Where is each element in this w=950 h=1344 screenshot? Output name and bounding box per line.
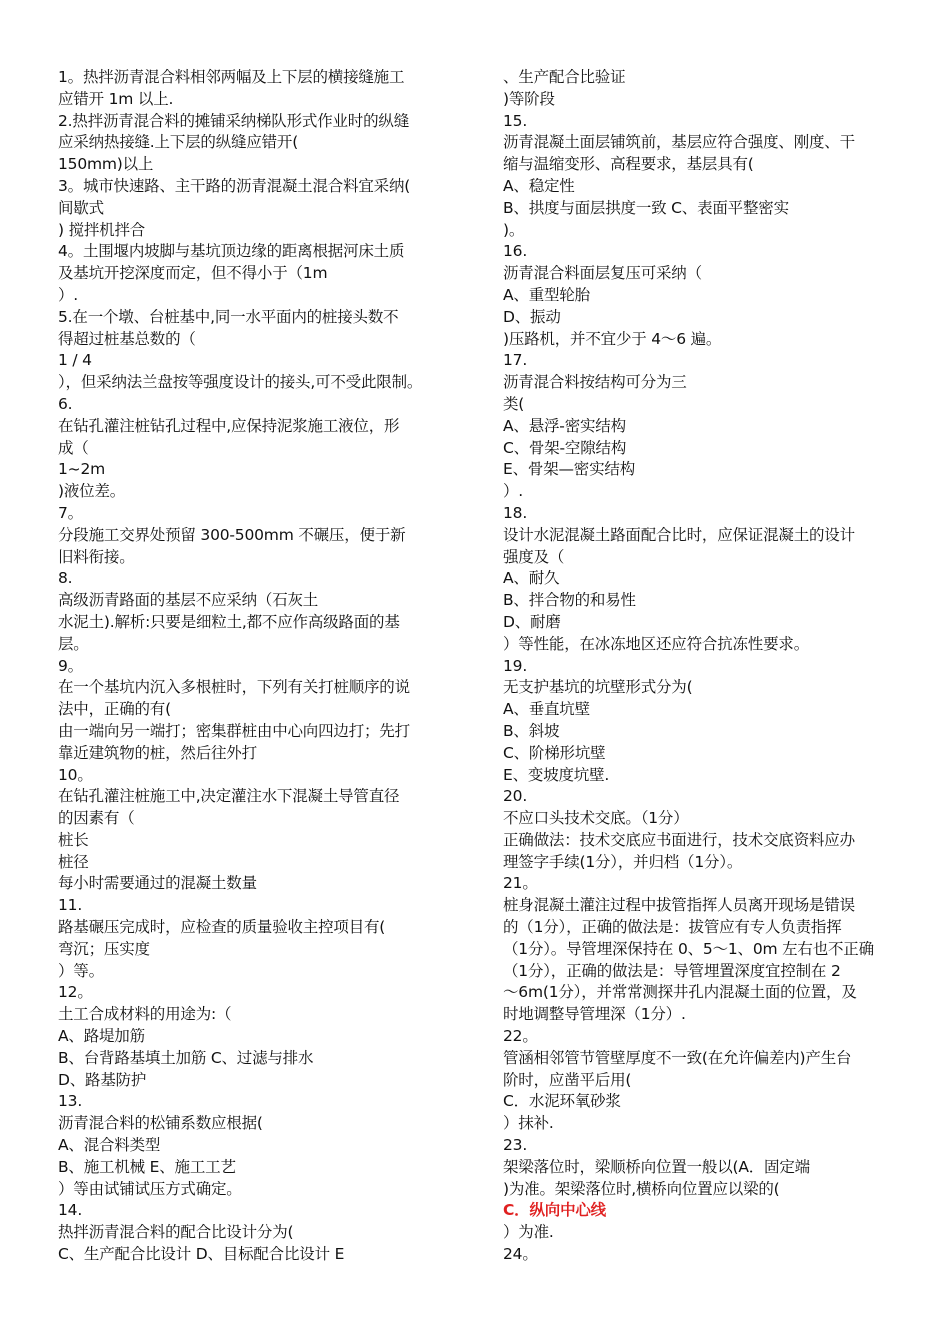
text-line: A、重型轮胎 — [503, 285, 590, 304]
text-line: C、阶梯形坑壁 — [503, 743, 606, 762]
text-line: C、骨架-空隙结构 — [503, 438, 627, 457]
text-line: 13. — [58, 1092, 83, 1111]
text-line: 9。 — [58, 656, 83, 675]
text-line: 强度及（ — [503, 547, 565, 566]
text-line: 的因素有（ — [58, 809, 135, 828]
text-line: 弯沉；压实度 — [58, 939, 150, 958]
text-line: 无支护基坑的坑壁形式分为( — [503, 678, 693, 697]
text-line: B、拌合物的和易性 — [503, 591, 636, 610]
text-line: 21。 — [503, 874, 538, 893]
text-line: E、骨架—密实结构 — [503, 460, 635, 479]
text-line: 桩长 — [58, 830, 89, 849]
text-line: A、垂直坑壁 — [503, 700, 590, 719]
text-line: ) 搅拌机拌合 — [58, 220, 146, 239]
text-line: 10。 — [58, 765, 93, 784]
text-line: C．水泥环氧砂浆 — [503, 1092, 621, 1111]
text-line: E、变坡度坑壁. — [503, 765, 610, 784]
text-line: 20. — [503, 787, 528, 806]
text-line: )等阶段 — [503, 89, 555, 108]
text-line: 及基坑开挖深度而定，但不得小于（1m — [58, 264, 328, 283]
text-line: )。 — [503, 220, 525, 239]
text-line: 23. — [503, 1136, 528, 1155]
text-line: ）等性能，在冰冻地区还应符合抗冻性要求。 — [503, 634, 810, 653]
text-line: ）等由试铺试压方式确定。 — [58, 1179, 242, 1198]
text-line: 1 / 4 — [58, 351, 92, 370]
text-line: 11. — [58, 896, 83, 915]
text-line: A、混合料类型 — [58, 1136, 161, 1155]
text-line: 层。 — [58, 634, 89, 653]
text-line: 分段施工交界处预留 300-500mm 不碾压，便于新 — [58, 525, 406, 544]
text-line: D、耐磨 — [503, 612, 561, 631]
text-line: 靠近建筑物的桩，然后往外打 — [58, 743, 257, 762]
text-line: ）等。 — [58, 961, 104, 980]
text-line: 理签字手续(1分），并归档（1分）。 — [503, 852, 743, 871]
text-line: 在钻孔灌注桩施工中,决定灌注水下混凝土导管直径 — [58, 787, 400, 806]
text-line: 6. — [58, 394, 73, 413]
text-line: )为准。架梁落位时,横桥向位置应以梁的( — [503, 1179, 780, 1198]
text-line: 沥青混凝土面层铺筑前，基层应符合强度、刚度、干 — [503, 133, 855, 152]
text-line: 土工合成材料的用途为:（ — [58, 1005, 232, 1024]
text-line: B、拱度与面层拱度一致 C、表面平整密实 — [503, 198, 789, 217]
text-line: 1。热拌沥青混合料相邻两幅及上下层的横接缝施工 — [58, 68, 405, 86]
text-line: ）. — [58, 285, 79, 304]
text-line: 15. — [503, 111, 528, 130]
text-line: 沥青混合料按结构可分为三 — [503, 373, 687, 392]
text-line: 旧料衔接。 — [58, 547, 135, 566]
text-line: 7。 — [58, 503, 83, 522]
text-line: （1分），正确的做法是：导管埋置深度宜控制在 2 — [503, 961, 841, 980]
text-line: A、路堤加筋 — [58, 1027, 145, 1046]
text-line: B、斜坡 — [503, 721, 560, 740]
text-line: 的（1分），正确的做法是：拔管应有专人负责指挥 — [503, 918, 842, 937]
text-line: 间歇式 — [58, 198, 104, 217]
text-line: 4。土围堰内坡脚与基坑顶边缘的距离根据河床土质 — [58, 242, 405, 261]
text-line: 沥青混合料面层复压可采纳（ — [503, 264, 702, 283]
text-line: A、稳定性 — [503, 176, 575, 195]
text-line: 沥青混合料的松铺系数应根据( — [58, 1114, 263, 1133]
text-line: 缩与温缩变形、高程要求，基层具有( — [503, 155, 754, 174]
text-line: 成（ — [58, 438, 89, 457]
text-line: 5.在一个墩、台桩基中,同一水平面内的桩接头数不 — [58, 307, 399, 326]
left-column — [58, 67, 458, 1266]
text-line: 3。城市快速路、主干路的沥青混凝土混合料宜采纳( — [58, 176, 411, 195]
highlighted-answer: C．纵向中心线 — [503, 1201, 606, 1220]
text-line: ）抹补. — [503, 1114, 554, 1133]
text-line: D、振动 — [503, 307, 561, 326]
text-line: 14. — [58, 1201, 83, 1220]
text-line: 时地调整导管埋深（1分）. — [503, 1005, 686, 1024]
text-line: 1~2m — [58, 460, 106, 479]
text-line: 由一端向另一端打；密集群桩由中心向四边打；先打 — [58, 721, 410, 740]
text-line: 法中，正确的有( — [58, 700, 171, 719]
text-line: 桩径 — [58, 852, 89, 871]
text-line: 18. — [503, 503, 528, 522]
text-line: D、路基防护 — [58, 1070, 147, 1089]
text-line: ～6m(1分），并常常测探井孔内混凝土面的位置，及 — [503, 983, 857, 1002]
text-line: 应错开 1m 以上. — [58, 89, 174, 108]
text-line: 19. — [503, 656, 528, 675]
text-line: 设计水泥混凝土路面配合比时，应保证混凝土的设计 — [503, 525, 855, 544]
text-line: 管涵相邻管节管壁厚度不一致(在允许偏差内)产生台 — [503, 1048, 852, 1067]
text-line: 22。 — [503, 1027, 538, 1046]
text-line: 正确做法：技术交底应书面进行，技术交底资料应办 — [503, 830, 855, 849]
text-line: 类( — [503, 394, 525, 413]
text-line: 水泥土).解析:只要是细粒土,都不应作高级路面的基 — [58, 612, 400, 631]
text-line: 24。 — [503, 1245, 538, 1264]
right-column — [503, 67, 903, 1266]
text-line: 在一个基坑内沉入多根桩时，下列有关打桩顺序的说 — [58, 678, 410, 697]
text-line: 桩身混凝土灌注过程中拔管指挥人员离开现场是错误 — [503, 896, 855, 915]
text-line: ）为准. — [503, 1223, 554, 1242]
text-line: )压路机，并不宜少于 4～6 遍。 — [503, 329, 722, 348]
text-line: ）. — [503, 482, 524, 501]
text-line: 8. — [58, 569, 73, 588]
text-line: 阶时，应凿平后用( — [503, 1070, 632, 1089]
text-line: 热拌沥青混合料的配合比设计分为( — [58, 1223, 294, 1242]
text-line: 12。 — [58, 983, 93, 1002]
text-line: 应采纳热接缝.上下层的纵缝应错开( — [58, 133, 299, 152]
text-line: B、施工机械 E、施工工艺 — [58, 1157, 236, 1176]
text-line: 150mm)以上 — [58, 155, 154, 174]
text-line: 在钻孔灌注桩钻孔过程中,应保持泥浆施工液位，形 — [58, 416, 400, 435]
text-line: 得超过桩基总数的（ — [58, 329, 196, 348]
text-line: 16. — [503, 242, 528, 261]
text-line: 路基碾压完成时，应检查的质量验收主控项目有( — [58, 918, 386, 937]
text-line: B、台背路基填土加筋 C、过滤与排水 — [58, 1048, 314, 1067]
text-line: （1分）。导管埋深保持在 0、5～1、0m 左右也不正确 — [503, 939, 874, 958]
text-line: A、悬浮-密实结构 — [503, 416, 626, 435]
text-line: )液位差。 — [58, 482, 126, 501]
text-line: 不应口头技术交底。（1分） — [503, 809, 689, 828]
text-line: 每小时需要通过的混凝土数量 — [58, 874, 257, 893]
text-line: 、生产配合比验证 — [503, 68, 626, 86]
text-line: 架梁落位时，梁顺桥向位置一般以(A．固定端 — [503, 1157, 810, 1176]
text-line: 高级沥青路面的基层不应采纳（石灰土 — [58, 591, 319, 610]
text-line: 17. — [503, 351, 528, 370]
text-line: C、生产配合比设计 D、目标配合比设计 E — [58, 1245, 345, 1264]
text-line: ），但采纳法兰盘按等强度设计的接头,可不受此限制。 — [58, 373, 423, 392]
text-line: A、耐久 — [503, 569, 560, 588]
text-line: 2.热拌沥青混合料的摊铺采纳梯队形式作业时的纵缝 — [58, 111, 409, 130]
